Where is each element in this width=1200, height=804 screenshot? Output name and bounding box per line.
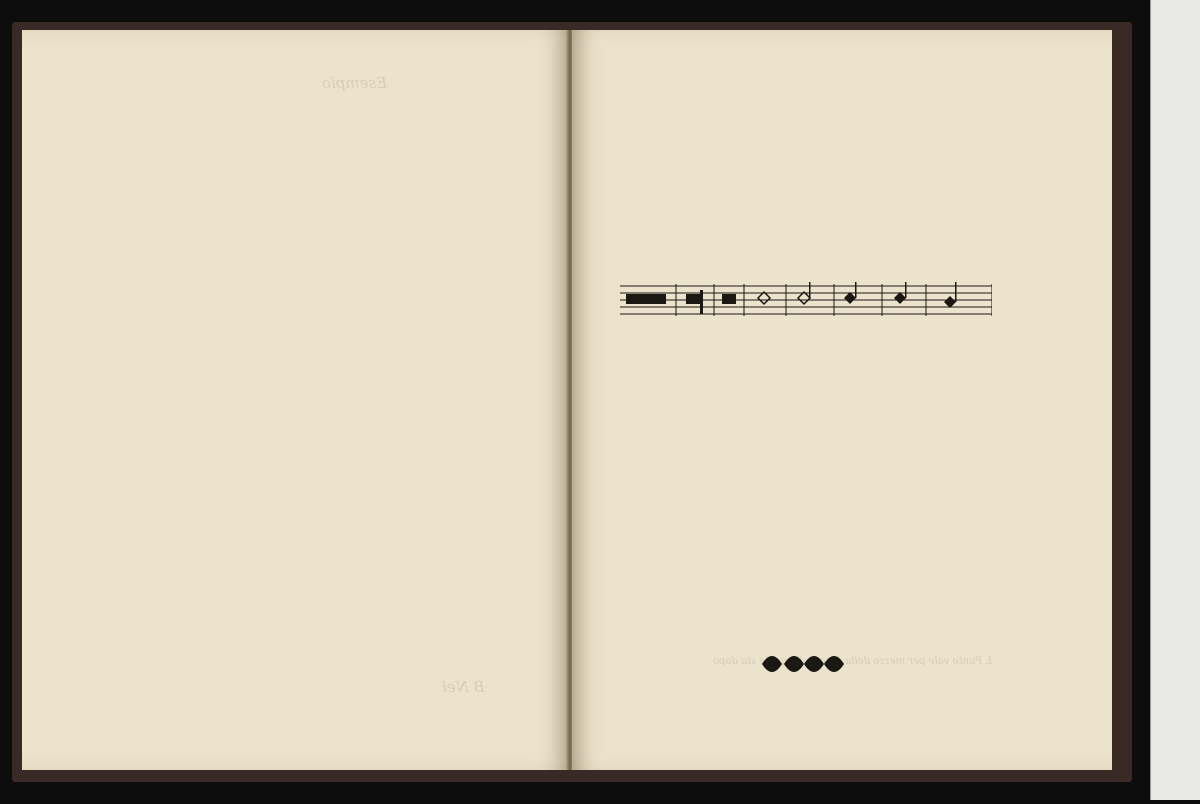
left-heading (150, 98, 560, 116)
music-staff (218, 550, 538, 602)
music-staff (218, 316, 538, 368)
right-page (572, 30, 1112, 770)
music-staff (218, 368, 538, 420)
music-staff (218, 422, 538, 474)
bleed-through-text: L Punto vale per mezzo della figura alla quale sta dopo (713, 656, 992, 667)
music-staff (218, 488, 538, 540)
left-page (22, 30, 568, 770)
measurement-ruler (1150, 0, 1200, 800)
bleed-through-text: Esempio (322, 74, 388, 92)
music-staff (218, 616, 538, 668)
music-staff (218, 246, 538, 298)
note-values-staff (620, 282, 992, 322)
bleed-through-text: B Nel (442, 678, 485, 696)
ruler-scale (1151, 0, 1200, 800)
